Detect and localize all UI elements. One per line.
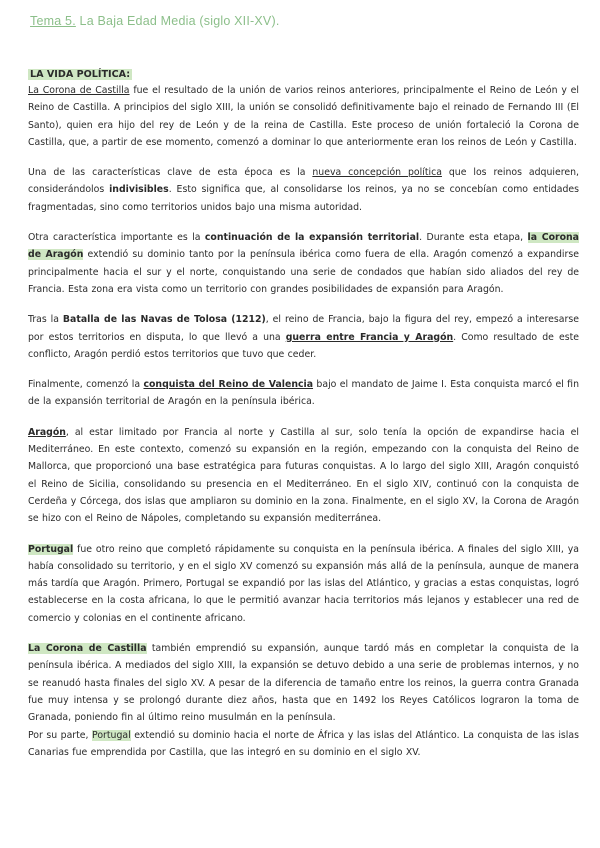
paragraph-portugal-africa (28, 727, 579, 762)
topic-title: La Baja Edad Media (siglo XII-XV). (75, 14, 280, 28)
paragraph-aragon (28, 424, 579, 528)
paragraph-nueva-concepcion (28, 164, 579, 216)
section-heading: LA VIDA POLÍTICA: (30, 69, 131, 80)
term-portugal: Portugal (28, 543, 74, 555)
paragraph-corona-castilla (28, 82, 579, 151)
paragraph-expansion-territorial (28, 229, 579, 298)
paragraph-text: . Esto significa que, al consolidarse los reinos, ya no se concebían como entidades fragmentadas, sino como territorios unidos bajo una misma autoridad. (28, 184, 580, 213)
paragraph-portugal (28, 541, 579, 627)
term-navas-tolosa: Batalla de las Navas de Tolosa (1212) (62, 314, 266, 326)
paragraph-text: . Como resultado de este conflicto, Aragón perdió estos territorios que tuvo que ceder. (28, 331, 580, 360)
paragraph-castilla-expansion (28, 640, 579, 726)
paragraph-text: , el reino de Francia, bajo la figura del rey, empezó a interesarse por estos territorios en disputa, lo que llevó a una (28, 314, 579, 343)
paragraph-text: también emprendió su expansión, aunque tardó más en completar la conquista de la península ibérica. A mediados del siglo XIII, la expansión se detuvo debido a una serie de problemas internos, y no se reanudó hasta finales del siglo XV. A pesar de la diferencia de tamaño entre los reinos, la guerra contra Granada fue muy intensa y se prolongó durante diez años, hasta que en 1492 los Reyes Católicos lograron la toma de Granada, poniendo fin al último reino musulmán en la península. (28, 643, 579, 724)
paragraph-text: Una de las características clave de esta época es la (28, 167, 313, 179)
paragraph-navas-tolosa (28, 311, 579, 363)
paragraph-text: que los reinos adquieren, considerándolos (28, 167, 579, 196)
term-aragon: Aragón (28, 426, 66, 438)
term-expansion-territorial: continuación de la expansión territorial (204, 232, 420, 244)
topic-number: Tema 5. (30, 14, 76, 28)
term-portugal-2: Portugal (92, 729, 131, 741)
paragraph-text: Finalmente, comenzó la (28, 379, 144, 391)
paragraph-text: Tras la (28, 314, 63, 326)
paragraph-text: Otra característica importante es la (28, 232, 205, 244)
paragraph-text: bajo el mandato de Jaime I. Esta conquista marcó el fin de la expansión territorial de Aragón en la península ibérica. (28, 379, 579, 408)
paragraph-text: fue el resultado de la unión de varios reinos anteriores, principalmente el Reino de León y el Reino de Castilla. A principios del siglo XIII, la unión se consolidó definitivamente bajo el reinado de Fernando III (El Santo), quien era hijo del rey de León y de la reina de Castilla. Este proceso de unión fortaleció la Corona de Castilla, que, a partir de ese momento, comenzó a dominar lo que anteriormente eran los reinos de León y Castilla. (28, 85, 579, 148)
paragraph-text: Por su parte, (28, 729, 93, 741)
paragraph-text: . Durante esta etapa, (419, 232, 528, 244)
paragraph-text: extendió su dominio tanto por la península ibérica como fuera de ella. Aragón comenzó a expandirse principalmente hacia el sur y el norte, conquistando una serie de condados que habían sido aliados del rey de Francia. Esta zona era vista como un territorio con grandes posibilidades de expansión para Aragón. (28, 249, 579, 295)
term-reino-valencia: conquista del Reino de Valencia (143, 379, 314, 391)
paragraph-text: extendió su dominio hacia el norte de África y las islas del Atlántico. La conquista de las islas Canarias fue emprendida por Castilla, que las integró en su dominio en el siglo XV. (28, 729, 579, 758)
paragraph-valencia (28, 376, 579, 411)
term-corona-castilla: La Corona de Castilla (28, 85, 130, 96)
term-corona-castilla-2: La Corona de Castilla (28, 643, 147, 655)
term-guerra-francia-aragon: guerra entre Francia y Aragón (285, 331, 454, 343)
paragraph-text: fue otro reino que completó rápidamente su conquista en la península ibérica. A finales del siglo XIII, ya había consolidado su territorio, y en el siglo XV comenzó su expansión más allá de la península, aunque de manera más tardía que Aragón. Primero, Portugal se expandió por las islas del Atlántico, y gracias a estas conquistas, logró establecerse en la costa africana, lo que le permitió avanzar hacia territorios más lejanos y establecer una red de comercio y colonias en el continente africano. (28, 543, 579, 624)
term-indivisibles: indivisibles (109, 184, 169, 196)
term-nueva-concepcion: nueva concepción política (312, 167, 442, 179)
page-title (30, 14, 579, 28)
term-corona-aragon: la Corona de Aragón (28, 232, 579, 261)
paragraph-text: , al estar limitado por Francia al norte y Castilla al sur, solo tenía la opción de expandirse hacia el Mediterráneo. En este contexto, comenzó su expansión en la región, empezando con la conquista del Reino de Mallorca, que proporcionó una base estratégica para futuras conquistas. A lo largo del siglo XIII, Aragón conquistó el Reino de Sicilia, consolidando su presencia en el Mediterráneo. En el siglo XIV, continuó con la conquista de Cerdeña y Córcega, dos islas que ampliaron su dominio en la zona. Finalmente, en el siglo XV, la Corona de Aragón se hizo con el Reino de Nápoles, completando su expansión mediterránea. (28, 426, 579, 525)
